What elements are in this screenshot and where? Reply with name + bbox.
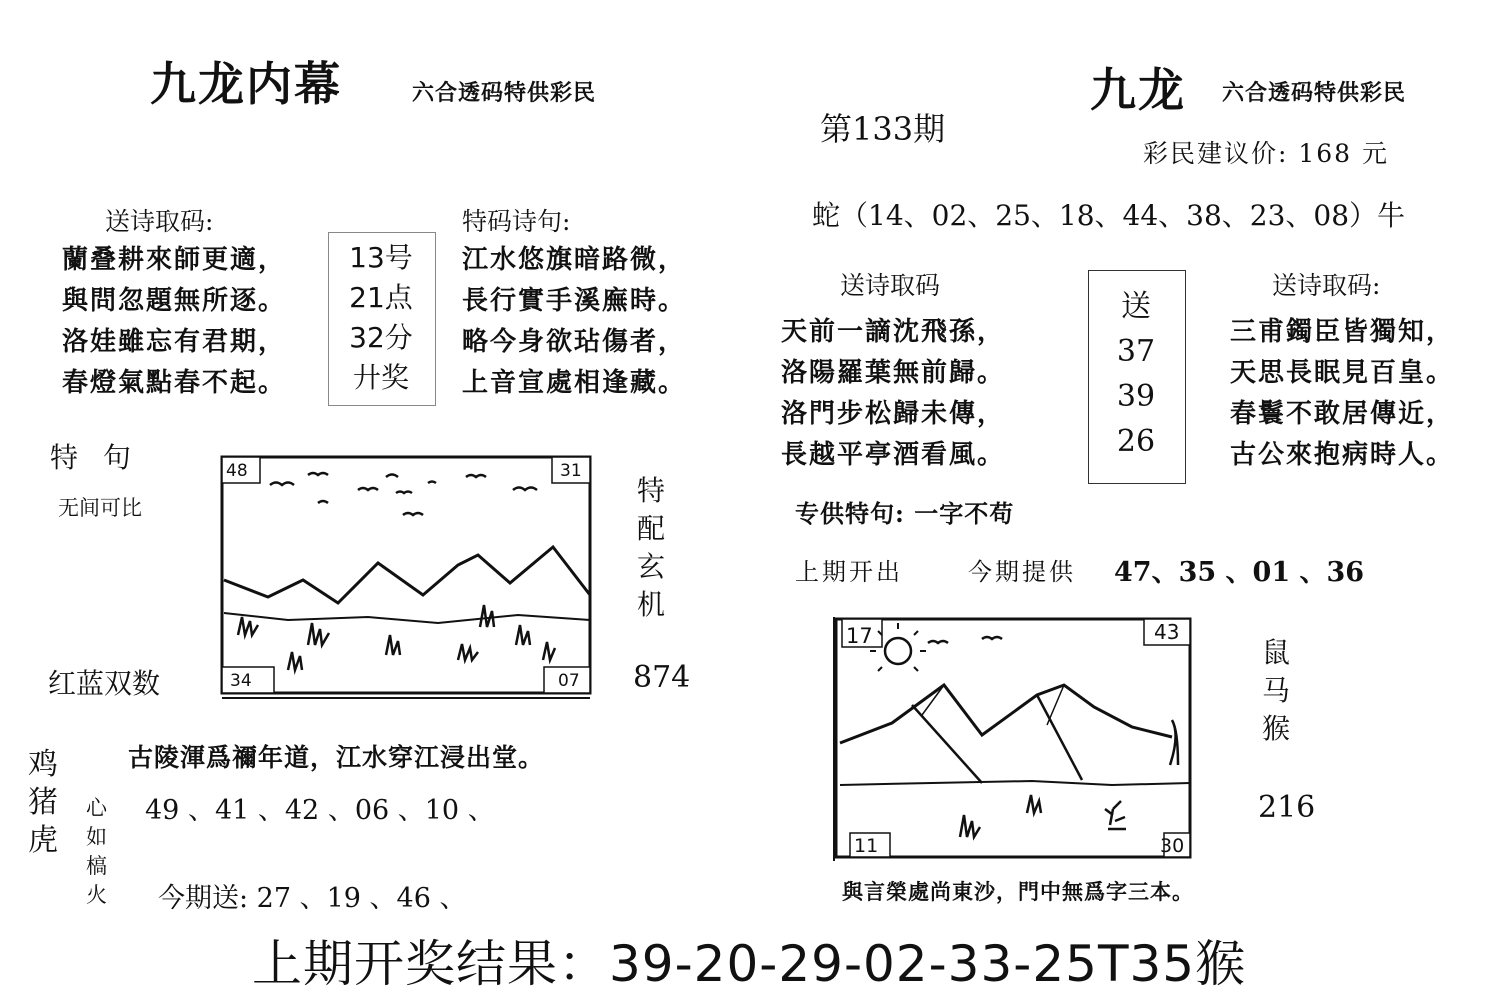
poem-line: 上音宣處相逢藏。 [462,368,687,398]
left-special-poem [462,240,686,404]
price: 彩民建议价: 168 元 [1143,139,1390,168]
send-box-text [1088,284,1184,464]
te-ju-text: 无间可比 [58,496,142,520]
this-issue-label: 今期提供 [968,558,1076,586]
center-box-line: 廾奖 [352,361,409,394]
red-blue-label: 红蓝双数 [48,667,161,700]
animal-char: 马 [1262,674,1291,707]
left-vertical-label [637,472,665,624]
right-subtitle: 六合透码特供彩民 [1222,80,1407,106]
animal-char: 鸡 [28,747,58,782]
send-box-line: 26 [1116,424,1156,459]
right-landscape-illustration [832,615,1194,863]
left-animals [28,746,58,860]
snake-line: 蛇（14、02、25、18、44、38、23、08）牛 [812,199,1406,232]
poem-line: 長越平亭酒看風。 [781,440,1006,470]
left-numbers-line: 49 、41 、42 、06 、10 、 [145,795,495,826]
idiom-char: 火 [86,883,107,907]
left-poem [62,240,286,404]
left-landscape-illustration [218,455,594,700]
send-box-line: 37 [1116,334,1156,369]
poem-line: 三甫鐲臣皆獨知， [1230,317,1455,347]
right-title: 九龙 [1090,63,1186,117]
left-pic-corner-tl: 48 [226,461,248,481]
idiom-char: 如 [86,825,107,849]
left-verse: 古陵渾爲禰年道，江水穿江浸出堂。 [128,743,545,772]
left-special-heading: 特码诗句: [462,207,571,236]
poem-line: 春鬟不敢居傳近， [1230,399,1455,429]
center-box-line: 32分 [349,321,413,354]
issue-number: 第133期 [820,110,946,148]
right-vertical-animals [1262,634,1290,748]
left-idiom [86,794,107,910]
poem-line: 古公來抱病時人。 [1230,440,1455,470]
right-pic-corner-tr: 43 [1154,620,1180,644]
right-pic-corner-tl: 17 [846,624,873,648]
poem-line: 洛門步松歸未傳， [781,399,1006,429]
special-sentence: 专供特句: 一字不苟 [795,499,1015,528]
left-subtitle: 六合透码特供彩民 [412,80,597,106]
right-poem-b [1230,312,1454,476]
number-216: 216 [1258,790,1316,825]
poem-line: 略今身欲玷傷者， [462,327,687,357]
idiom-char: 心 [86,796,107,820]
provided-numbers: 47、35 、01 、36 [1114,557,1365,588]
te-ju-label: 特 句 [50,441,139,474]
animal-char: 猪 [28,785,58,820]
send-box-line: 送 [1121,289,1151,324]
left-center-box-text [328,238,434,398]
number-874: 874 [633,660,691,695]
poem-line: 長行實手溪廡時。 [462,286,687,316]
right-pic-corner-bl: 11 [854,835,879,857]
right-poem-a [781,312,1005,476]
poem-line: 天思長眠見百皇。 [1230,358,1455,388]
center-box-line: 21点 [349,281,413,314]
left-pic-corner-tr: 31 [560,461,582,481]
vertical-char: 玄 [637,550,666,583]
poem-line: 春燈氣點春不起。 [62,368,287,398]
poem-line: 蘭叠耕來師更適， [62,245,287,275]
send-box-line: 39 [1116,379,1156,414]
left-pic-corner-br: 07 [558,671,580,691]
poem-line: 江水悠旗暗路微， [462,245,687,275]
right-poem-heading-b: 送诗取码: [1272,271,1381,300]
animal-char: 虎 [28,823,58,858]
left-title: 九龙内幕 [150,57,342,111]
poem-line: 與問忽題無所逐。 [62,286,287,316]
animal-char: 猴 [1262,712,1291,745]
left-poem-heading: 送诗取码: [105,207,214,236]
left-today-send: 今期送: 27 、19 、46 、 [158,883,467,914]
poem-line: 洛陽羅葉無前歸。 [781,358,1006,388]
right-verse: 與言榮處尚東沙，門中無爲字三本。 [842,879,1194,904]
poem-line: 天前一謫沈飛孫， [781,317,1006,347]
last-draw-result: 上期开奖结果：39-20-29-02-33-25T35猴 [252,935,1247,993]
vertical-char: 特 [637,474,666,507]
idiom-char: 槁 [86,854,107,878]
right-poem-heading-a: 送诗取码 [840,271,941,300]
center-box-line: 13号 [349,241,413,274]
left-pic-corner-bl: 34 [230,671,252,691]
animal-char: 鼠 [1262,636,1291,669]
vertical-char: 配 [637,512,666,545]
poem-line: 洛娃雖忘有君期， [62,327,287,357]
right-pic-corner-br: 30 [1160,835,1185,857]
vertical-char: 机 [637,588,666,621]
last-issue-label: 上期开出 [795,558,903,586]
